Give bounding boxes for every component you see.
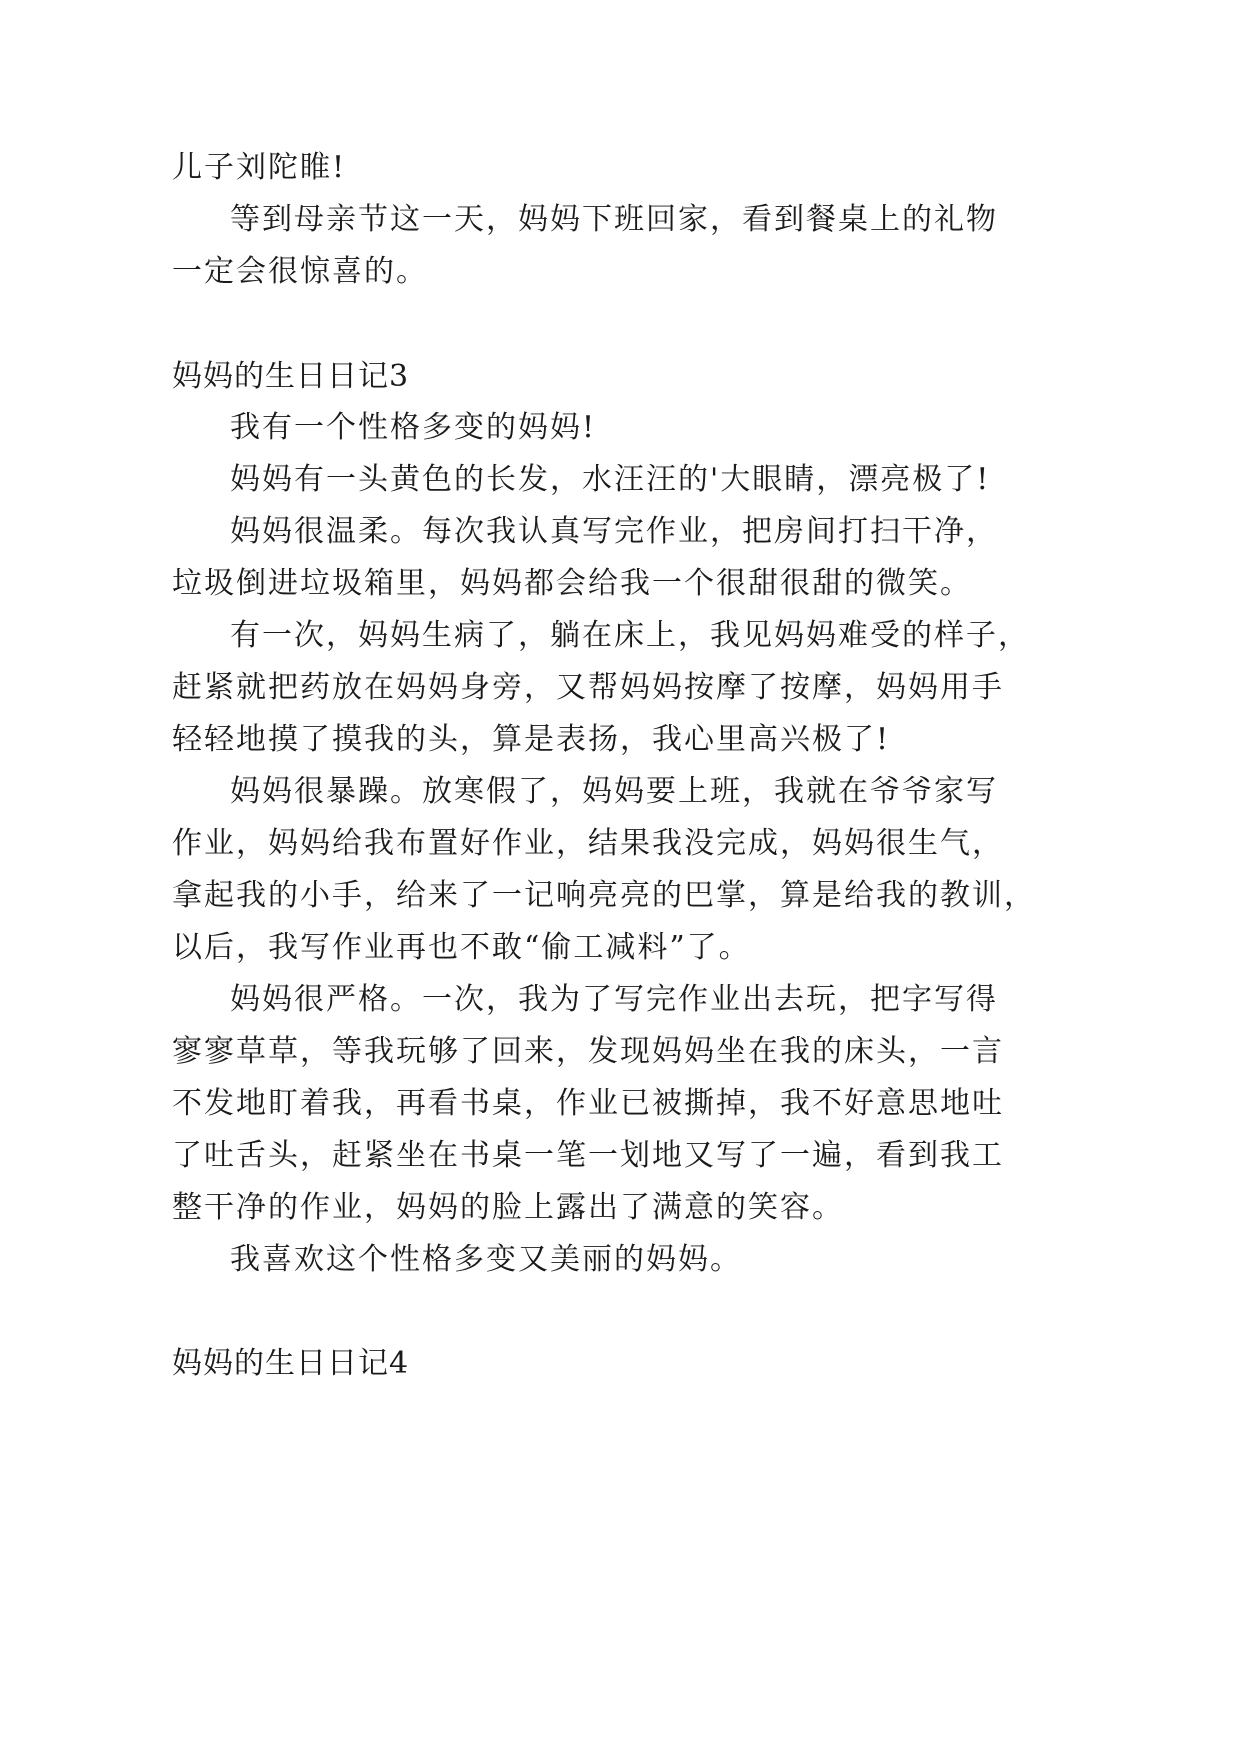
text-line: 有一次，妈妈生病了，躺在床上，我见妈妈难受的样子，: [230, 618, 1030, 653]
text-line: 我有一个性格多变的妈妈!: [230, 410, 597, 445]
text-line: 了吐舌头，赶紧坐在书桌一笔一划地又写了一遍，看到我工: [172, 1138, 1004, 1173]
text-line: 等到母亲节这一天，妈妈下班回家，看到餐桌上的礼物: [230, 202, 998, 237]
text-line: 妈妈很暴躁。放寒假了，妈妈要上班，我就在爷爷家写: [230, 774, 998, 809]
text-line: 妈妈很温柔。每次我认真写完作业，把房间打扫干净，: [230, 514, 998, 549]
text-line: 妈妈很严格。一次，我为了写完作业出去玩，把字写得: [230, 982, 998, 1017]
section-title: 妈妈的生日日记4: [172, 1346, 410, 1381]
text-line: 儿子刘陀睢!: [172, 150, 347, 185]
text-line: 垃圾倒进垃圾箱里，妈妈都会给我一个很甜很甜的微笑。: [172, 566, 972, 601]
text-line: 妈妈有一头黄色的长发，水汪汪的'大眼睛，漂亮极了!: [230, 462, 991, 497]
text-line: 整干净的作业，妈妈的脸上露出了满意的笑容。: [172, 1190, 844, 1225]
text-line: 我喜欢这个性格多变又美丽的妈妈。: [230, 1242, 742, 1277]
text-line: 寥寥草草，等我玩够了回来，发现妈妈坐在我的床头，一言: [172, 1034, 1004, 1069]
text-line: 以后，我写作业再也不敢“偷工减料”了。: [172, 930, 751, 965]
section-title: 妈妈的生日日记3: [172, 359, 410, 394]
text-line: 轻轻地摸了摸我的头，算是表扬，我心里高兴极了!: [172, 722, 891, 757]
text-line: 拿起我的小手，给来了一记响亮亮的巴掌，算是给我的教训，: [172, 878, 1036, 913]
text-line: 作业，妈妈给我布置好作业，结果我没完成，妈妈很生气，: [172, 826, 1004, 861]
text-line: 一定会很惊喜的。: [172, 254, 428, 289]
text-line: 赶紧就把药放在妈妈身旁，又帮妈妈按摩了按摩，妈妈用手: [172, 670, 1004, 705]
text-line: 不发地盯着我，再看书桌，作业已被撕掉，我不好意思地吐: [172, 1086, 1004, 1121]
